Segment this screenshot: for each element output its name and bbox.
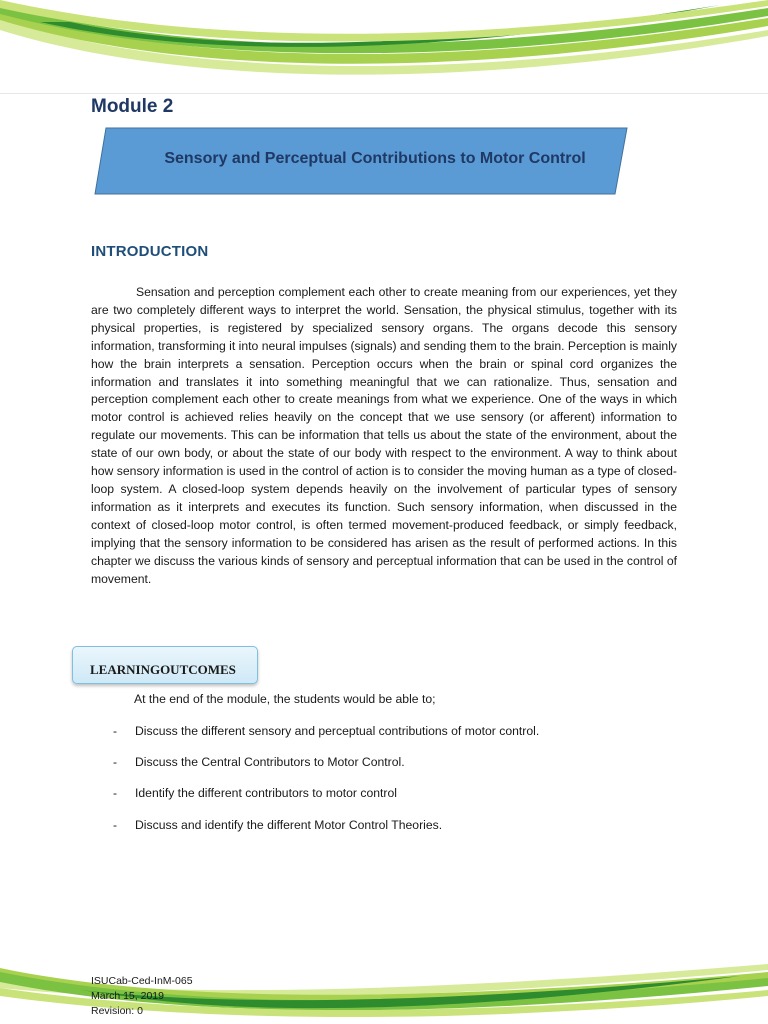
list-item — [113, 755, 405, 769]
list-item-text: Discuss the Central Contributors to Motor Control. — [135, 755, 405, 769]
list-item — [113, 724, 539, 738]
header-divider — [0, 93, 768, 94]
list-bullet: - — [113, 786, 118, 800]
footer-revision: Revision: 0 — [91, 1005, 143, 1017]
list-item-text: Identify the different contributors to motor control — [135, 786, 397, 800]
list-item — [113, 786, 397, 800]
list-item-text: Discuss the different sensory and perceptual contributions of motor control. — [135, 724, 540, 738]
learning-outcomes-intro: At the end of the module, the students would be able to; — [134, 692, 436, 706]
footer-date: March 15, 2019 — [91, 990, 164, 1002]
list-item-text: Discuss and identify the different Motor Control Theories. — [135, 818, 443, 832]
list-bullet: - — [113, 818, 118, 832]
learning-outcomes-heading: LEARNINGOUTCOMES — [90, 662, 236, 677]
list-bullet: - — [113, 724, 118, 738]
module-label: Module 2 — [91, 96, 174, 117]
module-title: Sensory and Perceptual Contributions to Motor Control — [164, 150, 586, 167]
introduction-heading: INTRODUCTION — [91, 243, 209, 260]
footer-document-code: ISUCab-Ced-InM-065 — [91, 975, 193, 987]
introduction-paragraph: Sensation and perception complement each other to create meaning from our experiences, yet they are two completely different ways to interpret the world. Sensation, the physical stimulus, together with its physical properties, is registered by specialized sensory organs. The organs decode this sensory information, transforming it into neural impulses (signals) and sending them to the brain. Perception is mainly how the brain interprets a sensation. Perception occurs when the brain or spinal cord organizes the information and translates it into something meaningful that we can rationalize. Thus, sensation and perception complement each other to create meanings from what we experience. One of the ways in which motor control is achieved relies heavily on the concept that we use sensory (or afferent) information to regulate our movements. This can be information that tells us about the state of the environment, about the state of our own body, or about the state of our body with respect to the environment. A way to think about how sensory information is used in the control of action is to consider the moving human as a type of closed-loop system. A closed-loop system depends heavily on the involvement of particular types of sensory information as it interprets and executes its function. Such sensory information, when discussed in the context of closed-loop motor control, is often termed movement-produced feedback, or simply feedback, implying that the sensory information to be considered has arisen as the result of performed actions. In this chapter we discuss the various kinds of sensory and perceptual information that can be used in the control of movement. — [91, 285, 678, 586]
header-swoosh-decoration — [0, 0, 768, 95]
list-bullet: - — [113, 755, 118, 769]
list-item — [113, 818, 442, 832]
